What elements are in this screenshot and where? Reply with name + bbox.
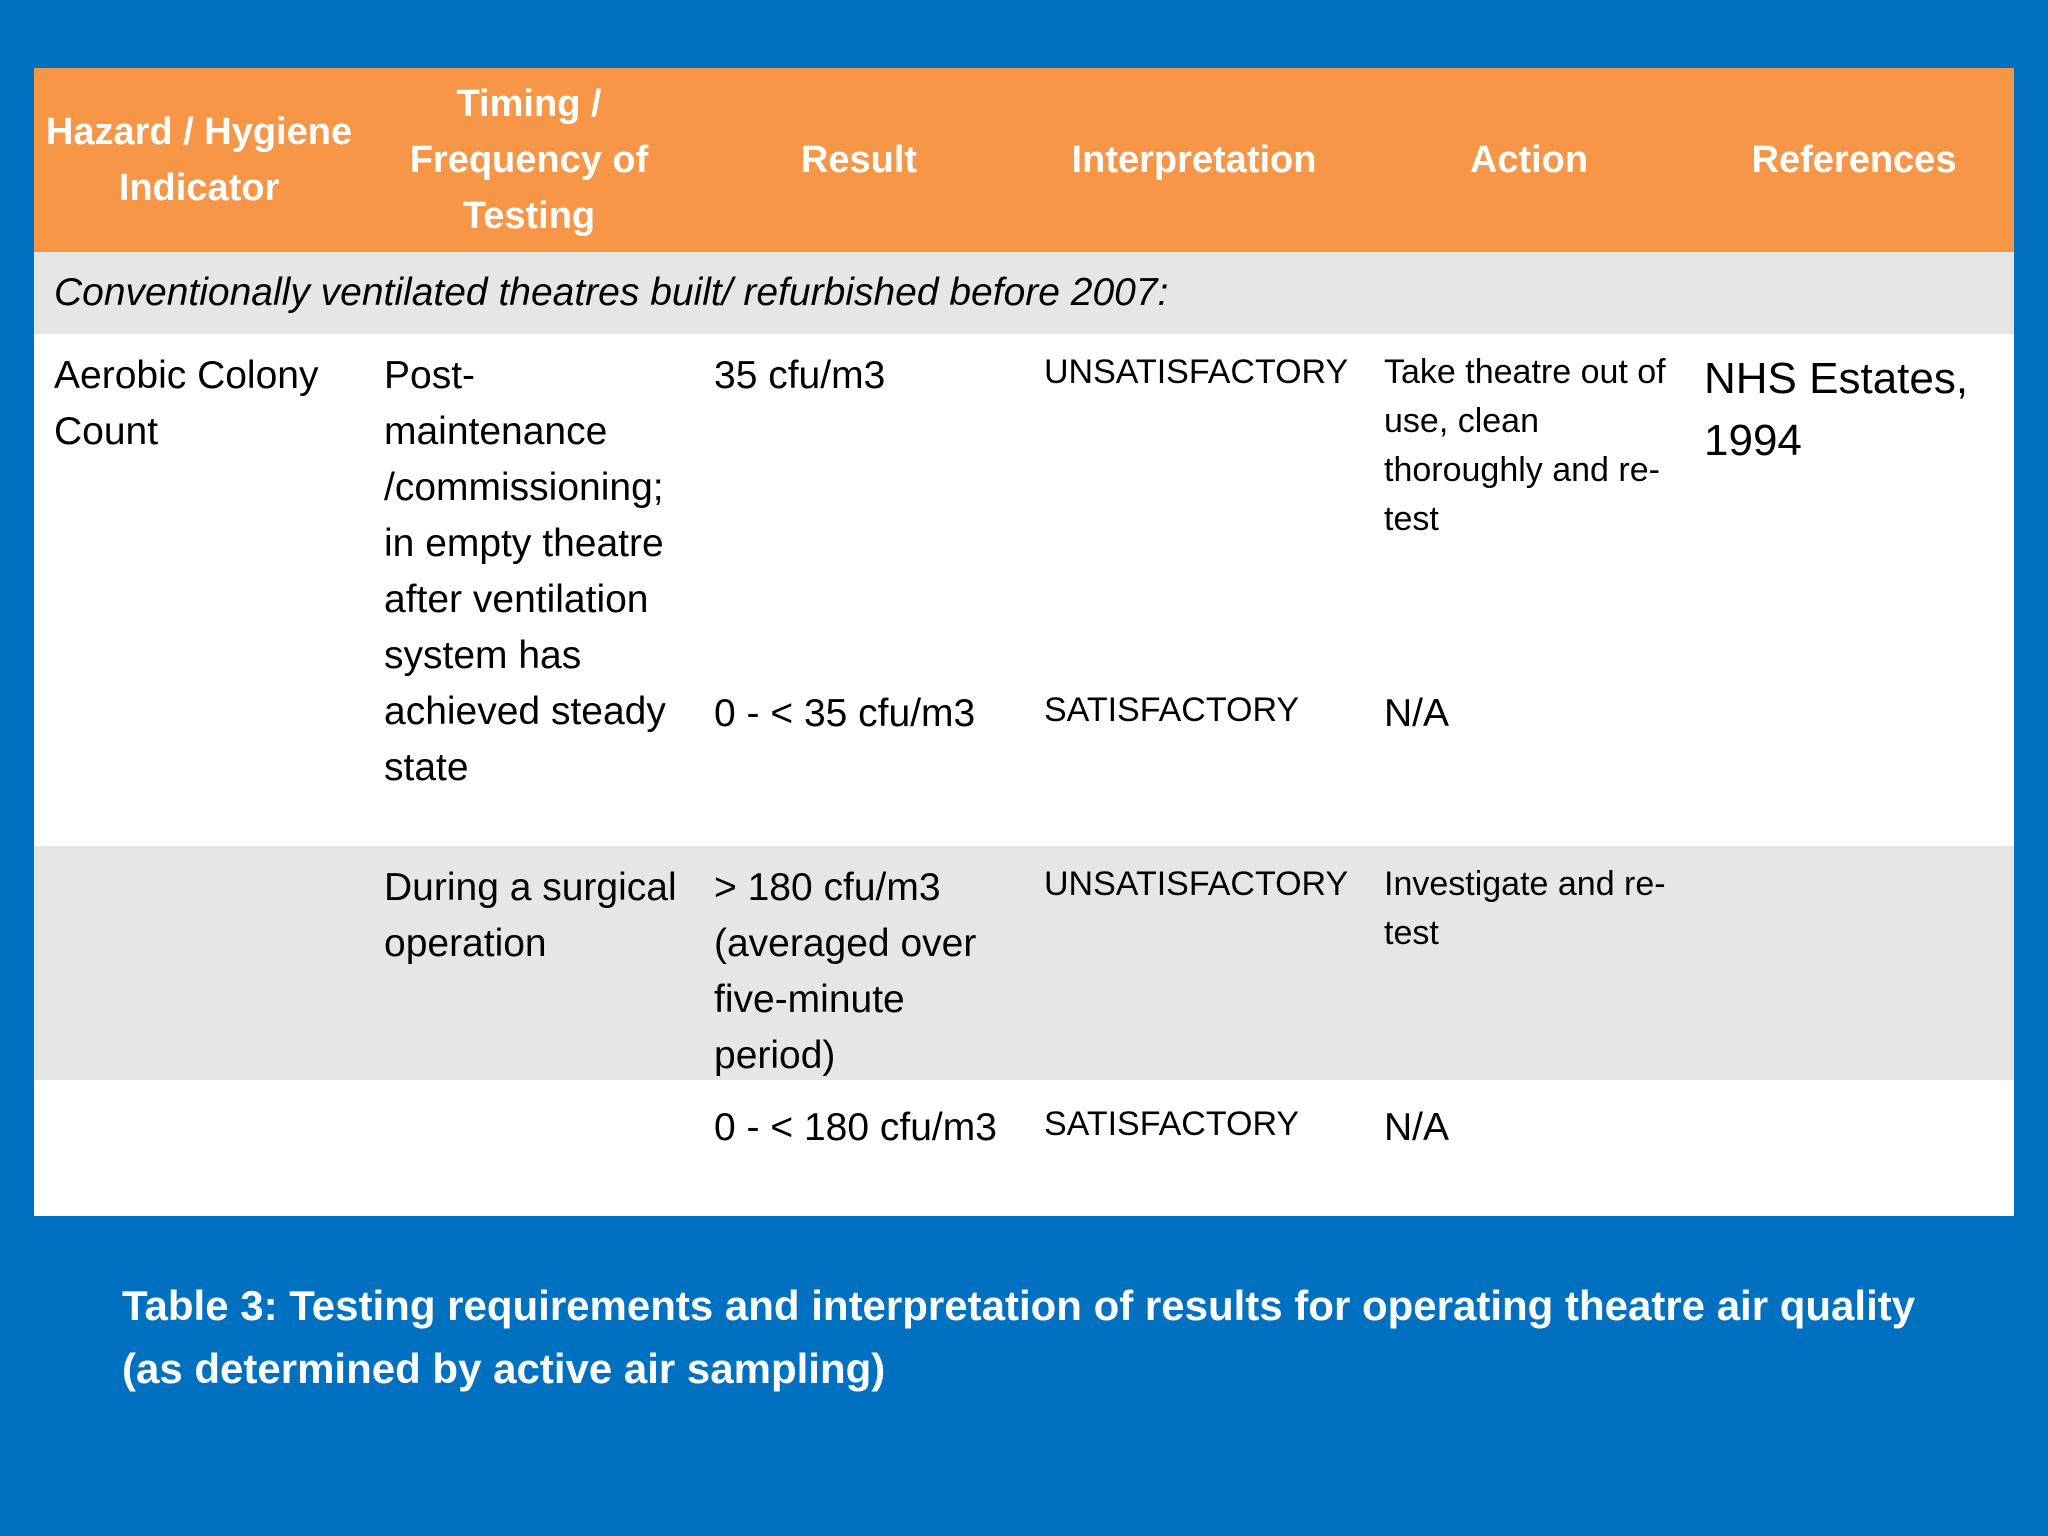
row4-action: N/A (1384, 1106, 1450, 1149)
testing-requirements-table (34, 68, 2014, 1216)
row1-action: Take theatre out of use, clean thoroughly and re-test (1384, 353, 1666, 538)
row3-interpretation: UNSATISFACTORY (1044, 865, 1349, 903)
row1-indicator: Aerobic Colony Count (54, 354, 319, 453)
row3-result: > 180 cfu/m3 (averaged over five-minute period) (714, 866, 977, 1077)
row2-action: N/A (1384, 692, 1450, 735)
row4-result: 0 - < 180 cfu/m3 (714, 1106, 997, 1149)
row3-timing: During a surgical operation (384, 866, 677, 965)
section-label: Conventionally ventilated theatres built/ refurbished before 2007: (54, 271, 1169, 314)
header-interpretation: Interpretation (1071, 139, 1317, 181)
row4-interpretation: SATISFACTORY (1044, 1105, 1300, 1143)
header-action: Action (1469, 139, 1589, 181)
row2-interpretation: SATISFACTORY (1044, 691, 1300, 729)
row1-references: NHS Estates, 1994 (1704, 354, 1969, 465)
table-caption: Table 3: Testing requirements and interpretation of results for operating theatre air quality (as determined by active air sampling) (122, 1282, 1916, 1392)
row1-interpretation: UNSATISFACTORY (1044, 353, 1349, 391)
table-header-row (34, 68, 2014, 252)
row1-result: 35 cfu/m3 (714, 354, 886, 397)
row3-band (34, 846, 2014, 1080)
row3-action: Investigate and re-test (1384, 865, 1666, 952)
row2-result: 0 - < 35 cfu/m3 (714, 692, 976, 735)
row1-timing: Post-maintenance /commissioning; in empty theatre after ventilation system has achieved steady state (384, 354, 666, 789)
header-timing-frequency: Timing / Frequency of Testing (409, 83, 649, 237)
header-references: References (1751, 139, 1957, 181)
header-result: Result (800, 139, 918, 181)
header-hazard-indicator: Hazard / Hygiene Indicator (45, 111, 353, 209)
